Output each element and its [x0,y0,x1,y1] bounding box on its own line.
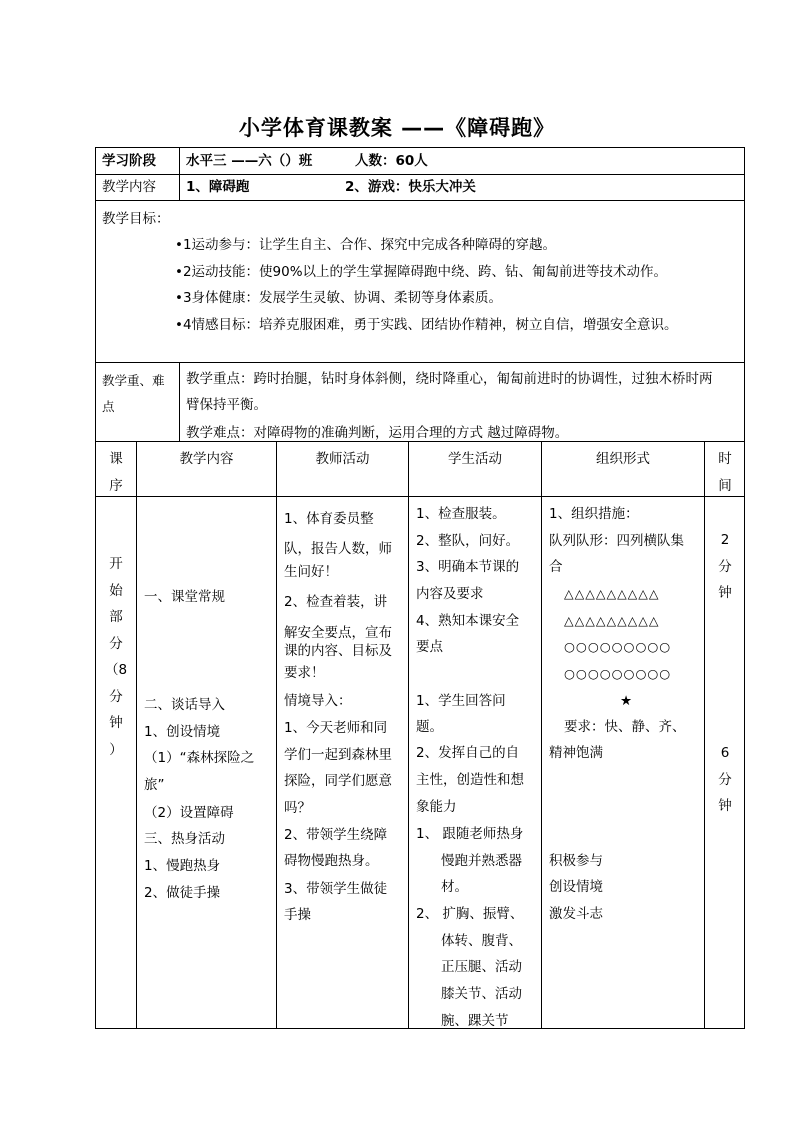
column-divider [179,147,180,201]
student-line: 2、整队，问好。 [416,533,520,549]
column-divider [136,441,137,1029]
content-item-2: 2、游戏：快乐大冲关 [345,179,476,195]
header-content: 教学内容 [179,451,234,467]
time-unit: 钟 [718,798,732,814]
objective-item: •4情感目标：培养克服困难，勇于实践、团结协作精神，树立自信，增强安全意识。 [175,317,678,333]
teacher-line: 队，报告人数，师 [284,541,392,557]
objective-item: •2运动技能：使90%以上的学生掌握障碍跑中绕、跨、钻、匍匐前进等技术动作。 [175,264,668,280]
student-line: 慢跑并熟悉器 [441,853,522,869]
header-student: 学生活动 [448,451,502,467]
student-line: 内容及要求 [416,586,484,602]
formation-triangles-row: △△△△△△△△△ [564,586,660,601]
teacher-line: 碍物慢跑热身。 [284,853,379,869]
student-line: 1、检查服装。 [416,506,506,522]
header-order-1: 课 [109,451,123,467]
header-time-2: 间 [718,478,732,494]
teacher-line: 2、带领学生绕障 [284,827,388,843]
student-line: 题。 [416,719,443,735]
org-line: 积极参与 [549,853,603,869]
student-line: 要点 [416,639,443,655]
header-time-1: 时 [718,451,732,467]
time-unit: 钟 [718,585,732,601]
content-label: 教学内容 [102,179,156,195]
time-block [705,527,745,607]
teacher-line: 要求！ [284,665,325,681]
row-divider [95,362,745,363]
column-divider [179,362,180,441]
teacher-star-icon: ★ [620,693,633,709]
org-line: 合 [549,559,563,575]
content-line: （1）“森林探险之 [144,750,255,766]
section-char: 开 [109,556,123,572]
teacher-line: 解安全要点，宣布 [284,625,392,641]
time-value: 2 [720,532,730,548]
student-line: 3、明确本节课的 [416,559,520,575]
section-char: ） [109,741,123,758]
student-line: 象能力 [416,799,457,815]
student-line: 2、 扩胸、振臂、 [416,906,524,922]
student-line: 主性，创造性和想 [416,772,524,788]
org-line: 队列队形：四列横队集 [549,533,684,549]
section-char: 始 [109,582,123,599]
teacher-line: 情境导入： [284,693,352,709]
difficulty-line: 教学难点：对障碍物的准确判断，运用合理的方式 越过障碍物。 [186,425,569,441]
page-title: 小学体育课教案 ——《障碍跑》 [238,116,556,140]
student-line: 1、学生回答问 [416,693,506,709]
column-divider [408,441,409,1029]
teacher-line: 课的内容、目标及 [284,643,392,659]
teacher-line: 手操 [284,907,311,923]
objective-item: •1运动参与：让学生自主、合作、探究中完成各种障碍的穿越。 [175,237,557,253]
student-line: 正压腿、活动 [441,959,522,975]
time-value: 6 [720,745,730,761]
header-order-2: 序 [109,478,123,494]
section-label [96,551,136,763]
section-char: 分 [109,688,123,705]
content-line: （2）设置障碍 [144,805,234,821]
content-line: 2、做徒手操 [144,885,221,901]
section-char: 分 [109,635,123,652]
student-line: 体转、腹背、 [441,933,522,949]
formation-triangles-row: △△△△△△△△△ [564,613,660,628]
org-line: 精神饱满 [549,745,603,761]
teacher-line: 生问好！ [284,564,338,580]
formation-circles-row: ○○○○○○○○○ [564,639,672,654]
objectives-label: 教学目标： [102,211,170,227]
content-line: 三、热身活动 [144,831,225,847]
content-item-1: 1、障碍跑 [186,179,250,195]
org-line: 要求：快、静、齐、 [564,719,686,735]
content-line: 二、谈话导入 [144,697,225,713]
student-line: 材。 [441,879,468,895]
key-points-label-line2: 点 [102,399,115,414]
student-count: 人数：60人 [355,153,428,169]
student-line: 腕、踝关节 [441,1013,509,1029]
formation-circles-row: ○○○○○○○○○ [564,666,672,681]
section-char: 部 [109,609,123,625]
section-char: 钟 [109,715,123,731]
teacher-line: 1、体育委员整 [284,511,374,527]
column-divider [541,441,542,1029]
header-teacher: 教师活动 [315,451,370,467]
content-line: 1、创设情境 [144,724,221,740]
key-point-line: 臂保持平衡。 [186,397,267,413]
stage-value: 水平三 ——六（）班 [186,153,313,169]
time-unit: 分 [718,771,732,788]
key-point-line: 教学重点：跨时抬腿，钻时身体斜侧，绕时降重心，匍匐前进时的协调性，过独木桥时两 [186,371,713,387]
org-line: 激发斗志 [549,906,603,922]
student-line: 2、发挥自己的自 [416,745,520,761]
student-line: 膝关节、活动 [441,986,522,1002]
teacher-line: 学们一起到森林里 [284,747,392,763]
student-line: 4、熟知本课安全 [416,613,520,629]
teacher-line: 吗？ [284,800,311,816]
column-divider [276,441,277,1029]
student-line: 1、 跟随老师热身 [416,826,524,842]
org-line: 创设情境 [549,879,603,895]
content-line: 一、课堂常规 [144,589,225,605]
teacher-line: 1、今天老师和同 [284,720,388,736]
time-unit: 分 [718,558,732,575]
header-organization: 组织形式 [596,451,650,467]
row-divider [95,496,745,497]
org-line: 1、组织措施： [549,506,639,522]
section-char: （8 [104,662,128,678]
teacher-line: 3、带领学生做徒 [284,881,388,897]
content-line: 旅” [144,777,165,793]
objective-item: •3身体健康：发展学生灵敏、协调、柔韧等身体素质。 [175,290,503,306]
key-points-label-line1: 教学重、难 [102,373,165,388]
stage-label: 学习阶段 [102,153,156,169]
teacher-line: 2、检查着装，讲 [284,594,388,610]
teacher-line: 探险，同学们愿意 [284,773,392,789]
content-line: 1、慢跑热身 [144,858,221,874]
time-block [705,740,745,820]
